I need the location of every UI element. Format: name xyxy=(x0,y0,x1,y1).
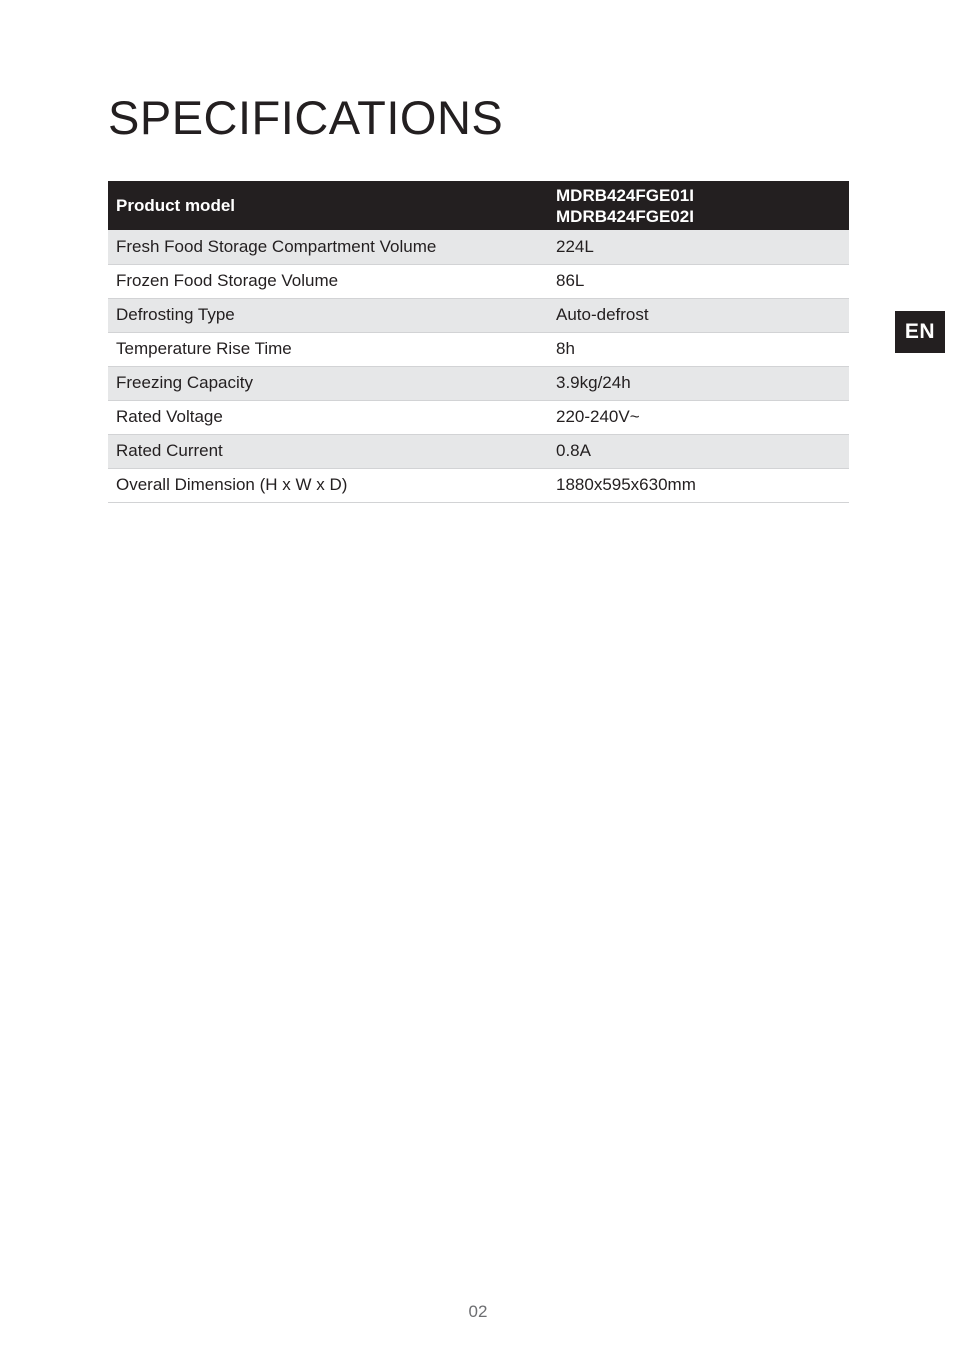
table-header-row xyxy=(108,181,849,230)
row-value: 3.9kg/24h xyxy=(556,373,631,392)
table-row xyxy=(108,332,849,366)
row-value: 8h xyxy=(556,339,575,358)
table-row xyxy=(108,366,849,400)
table-row xyxy=(108,298,849,332)
model-number: MDRB424FGE01I xyxy=(556,185,694,205)
row-label: Defrosting Type xyxy=(116,305,235,324)
row-label: Fresh Food Storage Compartment Volume xyxy=(116,236,437,256)
row-value: 220-240V~ xyxy=(556,407,640,426)
page-number: 02 xyxy=(468,1302,488,1321)
table-row xyxy=(108,264,849,298)
model-number: MDRB424FGE02I xyxy=(556,206,694,226)
language-tab: EN xyxy=(895,311,945,353)
table-row xyxy=(108,400,849,434)
row-label: Rated Current xyxy=(116,441,223,460)
row-label: Overall Dimension (H x W x D) xyxy=(116,475,348,494)
table-row xyxy=(108,468,849,502)
header-model-values xyxy=(548,181,849,230)
row-value: 86L xyxy=(556,271,585,290)
row-label: Temperature Rise Time xyxy=(116,339,292,358)
row-value: 1880x595x630mm xyxy=(556,475,696,494)
table-row xyxy=(108,230,849,264)
row-value: 224L xyxy=(556,236,594,256)
row-value: 0.8A xyxy=(556,441,591,460)
row-label: Rated Voltage xyxy=(116,407,223,426)
row-label: Frozen Food Storage Volume xyxy=(116,271,339,290)
page-title: SPECIFICATIONS xyxy=(108,91,504,144)
row-value: Auto-defrost xyxy=(556,305,649,324)
header-label: Product model xyxy=(116,195,236,215)
row-label: Freezing Capacity xyxy=(116,373,254,392)
table-row xyxy=(108,434,849,468)
specifications-table xyxy=(108,181,849,503)
